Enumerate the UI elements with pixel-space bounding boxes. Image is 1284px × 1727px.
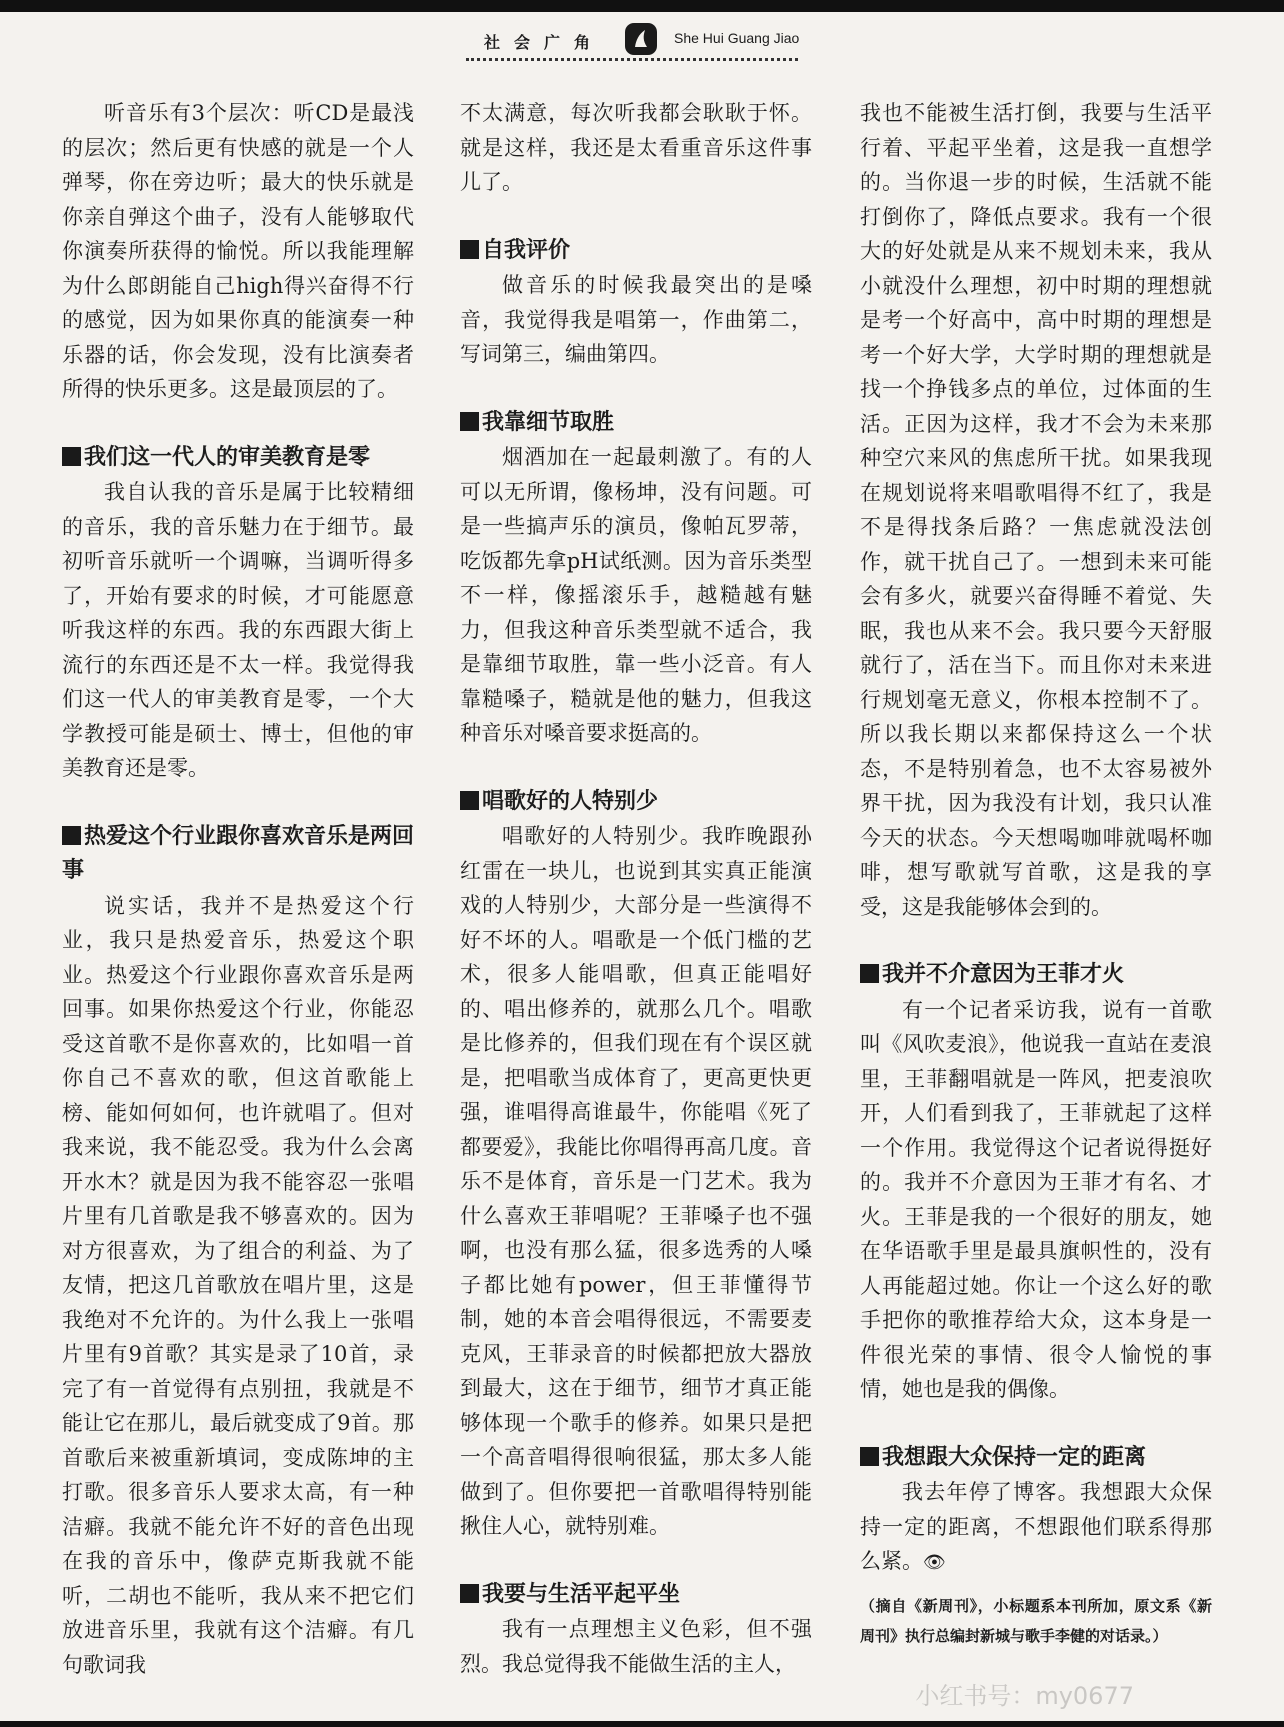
section-title-cn: 社会广角 [484, 33, 605, 52]
subheading: 我并不介意因为王菲才火 [860, 958, 1212, 993]
end-ornament-icon: 👁 [923, 1552, 946, 1573]
paragraph: 有一个记者采访我，说有一首歌叫《风吹麦浪》，他说我一直站在麦浪里，王菲翻唱就是一阵风，把麦浪吹开，人们看到我了，王菲就起了这样一个作用。我觉得这个记者说得挺好的。我并不介意因为王菲才有名、才火。王菲是我的一个很好的朋友，她在华语歌手里是最具旗帜性的，没有人再能超过她。你让一个这么好的歌手把你的歌推荐给大众，这本身是一件很光荣的事情、很令人愉悦的事情，她也是我的偶像。 [860, 997, 1212, 1401]
subheading: 我靠细节取胜 [460, 406, 812, 441]
subheading: 我想跟大众保持一定的距离 [860, 1441, 1212, 1476]
subheading: 唱歌好的人特别少 [460, 785, 812, 820]
paragraph [860, 1475, 1212, 1581]
running-header [0, 22, 1284, 62]
section-title-en: She Hui Guang Jiao [674, 30, 800, 46]
column-2 [460, 96, 812, 1681]
paragraph: 我也不能被生活打倒，我要与生活平行着、平起平坐着，这是我一直想学的。当你退一步的时候，生活就不能打倒你了，降低点要求。我有一个很大的好处就是从来不规划未来，我从小就没什么理想，初中时期的理想就是考一个好高中，高中时期的理想是考一个好大学，大学时期的理想就是找一个挣钱多点的单位，过体面的生活。正因为这样，我才不会为未来那种空穴来风的焦虑所干扰。如果我现在规划说将来唱歌唱得不红了，我是不是得找条后路？一焦虑就没法创作，就干扰自己了。一想到未来可能会有多火，就要兴奋得睡不着觉、失眠，我也从来不会。我只要今天舒服就行了，活在当下。而且你对未来进行规划毫无意义，你根本控制不了。所以我长期以来都保持这么一个状态，不是特别着急，也不太容易被外界干扰，因为我没有计划，我只认准今天的状态。今天想喝咖啡就喝杯咖啡，想写歌就写首歌，这是我的享受，这是我能够体会到的。 [860, 101, 1212, 919]
paragraph: 做音乐的时候我最突出的是嗓音，我觉得我是唱第一，作曲第二，写词第三，编曲第四。 [460, 273, 812, 366]
column-1 [62, 96, 414, 1682]
paragraph-text: 我去年停了博客。我想跟大众保持一定的距离，不想跟他们联系得那么紧。 [860, 1480, 1212, 1573]
column-3 [860, 96, 1212, 1651]
subheading: 我要与生活平起平坐 [460, 1578, 812, 1613]
paragraph: 烟酒加在一起最刺激了。有的人可以无所谓，像杨坤，没有问题。可是一些搞声乐的演员，像帕瓦罗蒂，吃饭都先拿pH试纸测。因为音乐类型不一样，像摇滚乐手，越糙越有魅力，但我这种音乐类型就不适合，我是靠细节取胜，靠一些小泛音。有人靠糙嗓子，糙就是他的魅力，但我这种音乐对嗓音要求挺高的。 [460, 445, 812, 745]
subheading: 热爱这个行业跟你喜欢音乐是两回事 [62, 820, 414, 889]
paragraph: 我有一点理想主义色彩，但不强烈。我总觉得我不能做生活的主人， [460, 1617, 812, 1676]
watermark: 小红书号：my0677 [915, 1682, 1134, 1710]
header-dotted-rule [466, 58, 798, 61]
bottom-border [0, 1721, 1284, 1727]
source-credit: （摘自《新周刊》，小标题系本刊所加，原文系《新周刊》执行总编封新城与歌手李健的对话录。） [860, 1596, 1212, 1645]
paragraph: 不太满意，每次听我都会耿耿于怀。就是这样，我还是太看重音乐这件事儿了。 [460, 101, 812, 194]
paragraph: 听音乐有3个层次：听CD是最浅的层次；然后更有快感的就是一个人弹琴，你在旁边听；最大的快乐就是你亲自弹这个曲子，没有人能够取代你演奏所获得的愉悦。所以我能理解为什么郎朗能自己high得兴奋得不行的感觉，因为如果你真的能演奏一种乐器的话，你会发现，没有比演奏者所得的快乐更多。这是最顶层的了。 [62, 101, 414, 401]
paragraph: 说实话，我并不是热爱这个行业，我只是热爱音乐，热爱这个职业。热爱这个行业跟你喜欢音乐是两回事。如果你热爱这个行业，你能忍受这首歌不是你喜欢的，比如唱一首你自己不喜欢的歌，但这首歌能上榜、能如何如何，也许就唱了。但对我来说，我不能忍受。我为什么会离开水木？就是因为我不能容忍一张唱片里有几首歌是我不够喜欢的。因为对方很喜欢，为了组合的利益、为了友情，把这几首歌放在唱片里，这是我绝对不允许的。为什么我上一张唱片里有9首歌？其实是录了10首，录完了有一首觉得有点别扭，我就是不能让它在那儿，最后就变成了9首。那首歌后来被重新填词，变成陈坤的主打歌。很多音乐人要求太高，有一种洁癖。我就不能允许不好的音色出现在我的音乐中，像萨克斯我就不能听，二胡也不能听，我从来不把它们放进音乐里，我就有这个洁癖。有几句歌词我 [62, 893, 414, 1677]
subheading: 自我评价 [460, 234, 812, 269]
paragraph: 唱歌好的人特别少。我昨晚跟孙红雷在一块儿，也说到其实真正能演戏的人特别少，大部分是一些演得不好不坏的人。唱歌是一个低门槛的艺术，很多人能唱歌，但真正能唱好的、唱出修养的，就那么几个。唱歌是比修养的，但我们现在有个误区就是，把唱歌当成体育了，更高更快更强，谁唱得高谁最牛，你能唱《死了都要爱》，我能比你唱得再高几度。音乐不是体育，音乐是一门艺术。我为什么喜欢王菲唱呢？王菲嗓子也不强啊，也没有那么猛，很多选秀的人嗓子都比她有power，但王菲懂得节制，她的本音会唱得很远，不需要麦克风，王菲录音的时候都把放大器放到最大，这在于细节，细节才真正能够体现一个歌手的修养。如果只是把一个高音唱得很响很猛，那太多人能做到了。但你要把一首歌唱得特别能揪住人心，就特别难。 [460, 824, 812, 1538]
paragraph: 我自认我的音乐是属于比较精细的音乐，我的音乐魅力在于细节。最初听音乐就听一个调嘛，当调听得多了，开始有要求的时候，才可能愿意听我这样的东西。我的东西跟大街上流行的东西还是不太一样。我觉得我们这一代人的审美教育是零，一个大学教授可能是硕士、博士，但他的审美教育还是零。 [62, 480, 414, 780]
subheading: 我们这一代人的审美教育是零 [62, 441, 414, 476]
section-logo-icon [624, 22, 658, 56]
top-border [0, 0, 1284, 12]
